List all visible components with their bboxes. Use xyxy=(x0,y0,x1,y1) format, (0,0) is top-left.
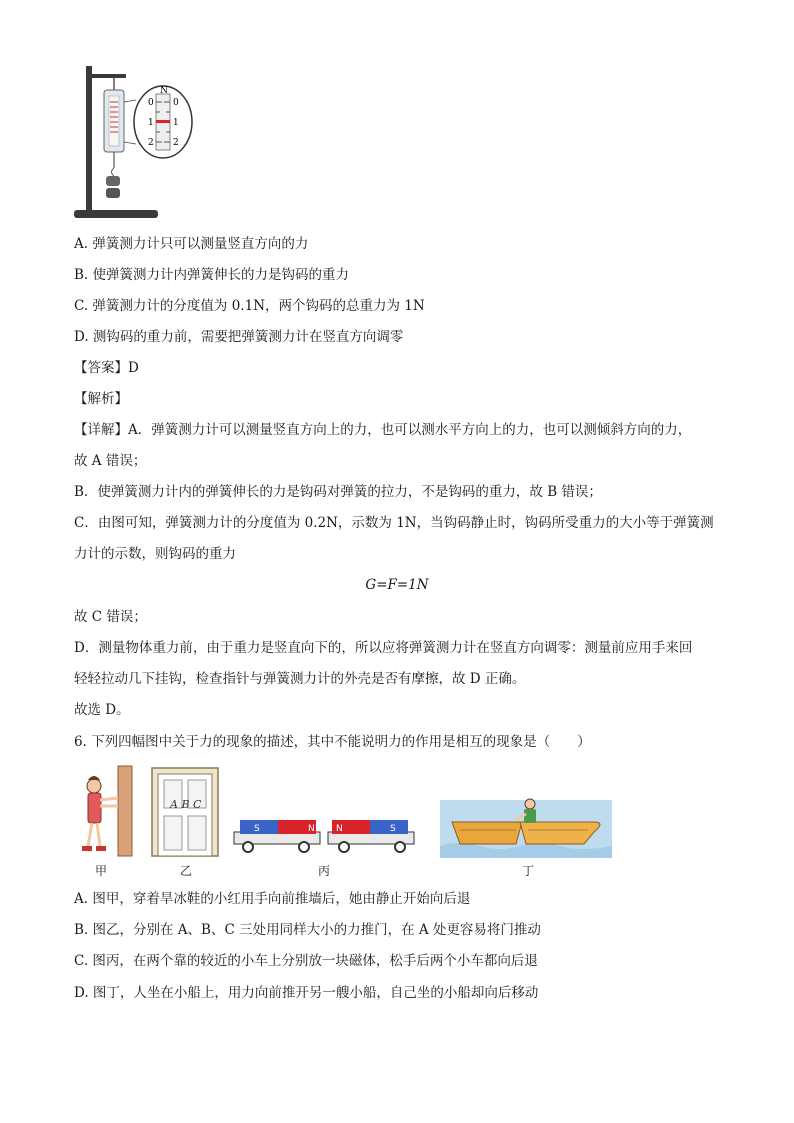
q6-option-a: A. 图甲，穿着旱冰鞋的小红用手向前推墙后，她由静止开始向后退 xyxy=(74,891,471,907)
magnet-pole-label: S xyxy=(254,824,260,834)
svg-text:2: 2 xyxy=(148,138,154,148)
q6-option-c: C. 图丙，在两个靠的较近的小车上分别放一块磁体，松手后两个小车都向后退 xyxy=(74,953,538,969)
question-6-stem: 6. 下列四幅图中关于力的现象的描述，其中不能说明力的作用是相互的现象是（ ） xyxy=(74,734,591,750)
answer-tag: 【答案】D xyxy=(74,360,139,376)
svg-text:1: 1 xyxy=(148,118,154,128)
q6-option-b: B. 图乙，分别在 A、B、C 三处用同样大小的力推门，在 A 处更容易将门推动 xyxy=(74,922,541,938)
detail-line: 故 A 错误； xyxy=(74,453,147,469)
scale-unit: N xyxy=(160,86,168,96)
magnet-pole-label: S xyxy=(390,824,396,834)
q5-option-d: D. 测钩码的重力前，需要把弹簧测力计在竖直方向调零 xyxy=(74,329,404,345)
q5-option-a: A. 弹簧测力计只可以测量竖直方向的力 xyxy=(74,236,309,252)
caption-ding: 丁 xyxy=(522,864,535,878)
detail-line: B．使弹簧测力计内的弹簧伸长的力是钩码对弹簧的拉力，不是钩码的重力，故 B 错误； xyxy=(74,484,602,500)
analysis-tag: 【解析】 xyxy=(74,391,128,407)
q5-option-c: C. 弹簧测力计的分度值为 0.1N，两个钩码的总重力为 1N xyxy=(74,298,425,314)
magnet-pole-label: N xyxy=(336,824,343,834)
detail-line: C．由图可知，弹簧测力计的分度值为 0.2N，示数为 1N，当钩码静止时，钩码所受重力的大小等于弹簧测 xyxy=(74,515,714,531)
caption-jia: 甲 xyxy=(95,864,108,878)
svg-text:0: 0 xyxy=(173,98,179,108)
figure-ding-boats xyxy=(440,796,612,858)
detail-line: 故 C 错误； xyxy=(74,609,147,625)
detail-line: D．测量物体重力前，由于重力是竖直向下的，所以应将弹簧测力计在竖直方向调零：测量前应用手来回 xyxy=(74,640,693,656)
svg-text:2: 2 xyxy=(173,138,179,148)
svg-text:0: 0 xyxy=(148,98,154,108)
door-points-label: A B C xyxy=(170,798,202,811)
q5-option-b: B. 使弹簧测力计内弹簧伸长的力是钩码的重力 xyxy=(74,267,350,283)
spring-scale-figure xyxy=(70,62,200,222)
detail-line: 【详解】A．弹簧测力计可以测量竖直方向上的力，也可以测水平方向上的力，也可以测倾斜方向的力， xyxy=(74,422,692,438)
caption-bing: 丙 xyxy=(318,864,331,878)
detail-line: 轻轻拉动几下挂钩，检查指针与弹簧测力计的外壳是否有摩擦，故 D 正确。 xyxy=(74,671,526,687)
q6-option-d: D. 图丁，人坐在小船上，用力向前推开另一艘小船，自己坐的小船却向后移动 xyxy=(74,985,539,1001)
magnet-pole-label: N xyxy=(308,824,315,834)
figure-bing-magnet-carts xyxy=(230,812,420,856)
detail-line: 力计的示数，则钩码的重力 xyxy=(74,546,236,562)
svg-text:1: 1 xyxy=(173,118,179,128)
figure-yi-door xyxy=(150,766,220,858)
formula: G=F=1N xyxy=(365,577,429,593)
detail-line: 故选 D。 xyxy=(74,702,130,718)
figure-jia-girl-wall xyxy=(78,764,136,858)
caption-yi: 乙 xyxy=(180,864,193,878)
